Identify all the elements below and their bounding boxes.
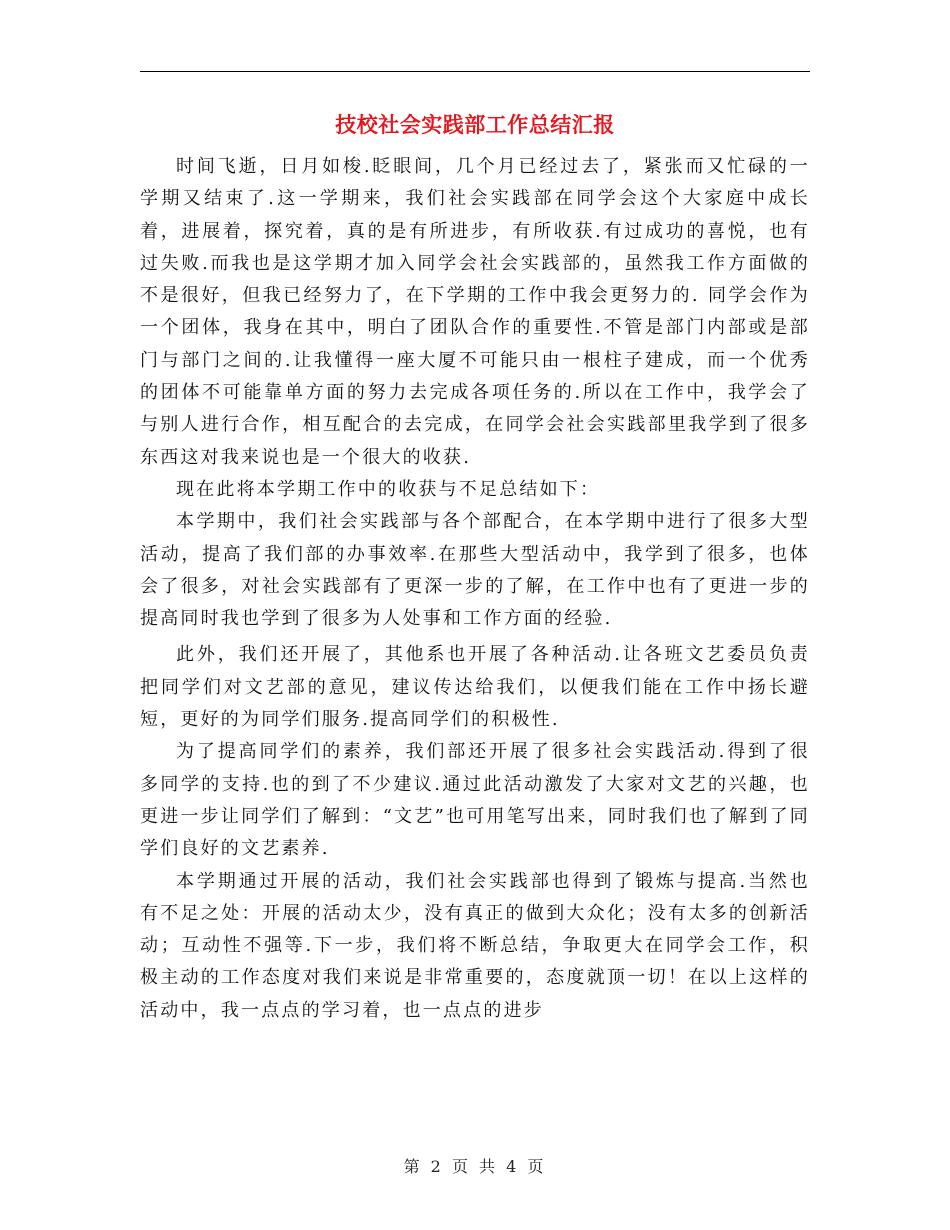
page-number-footer: 第 2 页 共 4 页	[403, 1157, 547, 1176]
document-title: 技校社会实践部工作总结汇报	[335, 112, 615, 137]
paragraph-5: 为了提高同学们的素养，我们部还开展了很多社会实践活动.得到了很多同学的支持.也的到了不少建议.通过此活动激发了大家对文艺的兴趣，也更进一步让同学们了解到：“文艺”也可用笔写出来，同时我们也了解到了同学们良好的文艺素养.	[140, 741, 810, 860]
paragraph-1: 时间飞逝，日月如梭.眨眼间，几个月已经过去了，紧张而又忙碌的一学期又结束了.这一学期来，我们社会实践部在同学会这个大家庭中成长着，进展着，探究着，真的是有所进步，有所收获.有过成功的喜悦，也有过失败.而我也是这学期才加入同学会社会实践部的，虽然我工作方面做的不是很好，但我已经努力了，在下学期的工作中我会更努力的. 同学会作为一个团体，我身在其中，明白了团队合作的重要性.不管是部门内部或是部门与部门之间的.让我懂得一座大厦不可能只由一根柱子建成，而一个优秀的团体不可能靠单方面的努力去完成各项任务的.所以在工作中，我学会了与别人进行合作，相互配合的去完成，在同学会社会实践部里我学到了很多东西这对我来说也是一个很大的收获.	[140, 156, 810, 468]
paragraph-3: 本学期中，我们社会实践部与各个部配合，在本学期中进行了很多大型活动，提高了我们部的办事效率.在那些大型活动中，我学到了很多，也体会了很多，对社会实践部有了更深一步的了解，在工作中也有了更进一步的提高同时我也学到了很多为人处事和工作方面的经验.	[140, 511, 810, 630]
paragraph-2: 现在此将本学期工作中的收获与不足总结如下：	[176, 478, 601, 500]
header-rule	[140, 71, 810, 72]
paragraph-6: 本学期通过开展的活动，我们社会实践部也得到了锻炼与提高.当然也有不足之处：开展的活动太少，没有真正的做到大众化；没有太多的创新活动；互动性不强等.下一步，我们将不断总结，争取更大在同学会工作，积极主动的工作态度对我们来说是非常重要的，态度就顶一切！在以上这样的活动中，我一点点的学习着，也一点点的进步	[140, 870, 810, 1021]
paragraph-4: 此外，我们还开展了，其他系也开展了各种活动.让各班文艺委员负责把同学们对文艺部的意见，建议传达给我们，以便我们能在工作中扬长避短，更好的为同学们服务.提高同学们的积极性.	[140, 644, 810, 731]
document-body	[140, 151, 810, 1027]
